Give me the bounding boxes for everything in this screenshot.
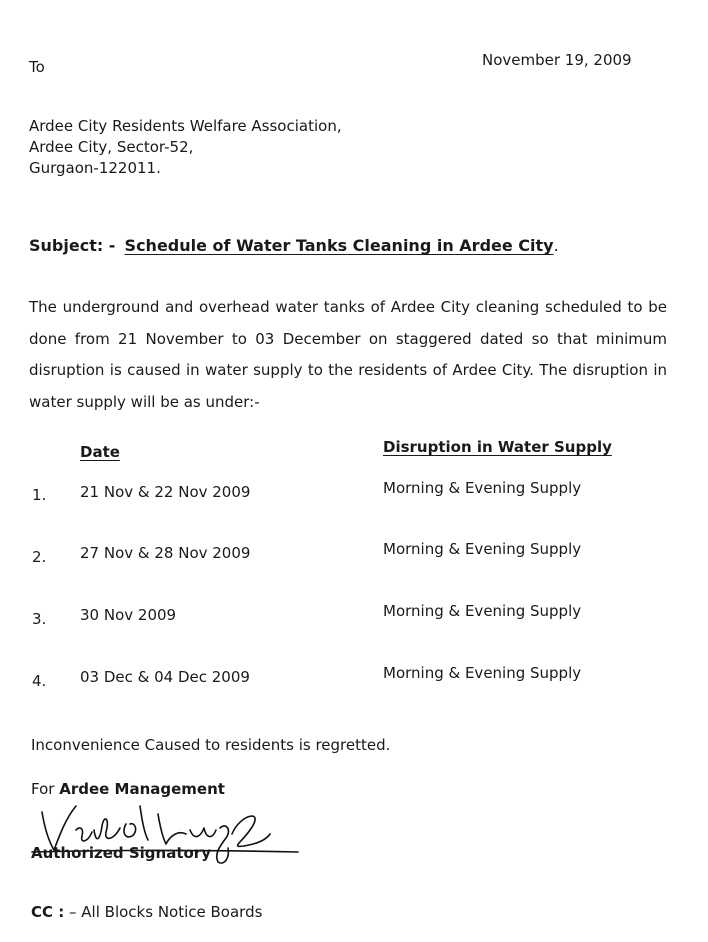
recipient-address [29, 116, 342, 179]
row-supply: Morning & Evening Supply [383, 540, 582, 558]
row-number: 2. [32, 548, 47, 566]
row-supply: Morning & Evening Supply [383, 602, 582, 620]
row-number: 3. [32, 610, 47, 628]
cc-line [31, 903, 262, 921]
cc-label: CC : [31, 903, 65, 921]
row-supply: Morning & Evening Supply [383, 479, 582, 497]
to-label: To [29, 58, 45, 76]
subject-line: Subject: - Schedule of Water Tanks Cleaning in Ardee City. [29, 236, 559, 255]
row-number: 1. [32, 486, 47, 504]
cc-text: – All Blocks Notice Boards [69, 903, 263, 921]
row-date: 03 Dec & 04 Dec 2009 [80, 668, 250, 686]
letter-date: November 19, 2009 [482, 51, 632, 69]
authorized-signatory: Authorized Signatory [31, 844, 211, 862]
closing-line: Inconvenience Caused to residents is regretted. [31, 736, 391, 754]
address-line: Ardee City, Sector-52, [29, 138, 194, 156]
address-line: Ardee City Residents Welfare Association, [29, 117, 342, 135]
row-date: 21 Nov & 22 Nov 2009 [80, 483, 251, 501]
subject-title: Schedule of Water Tanks Cleaning in Ardee City [124, 236, 554, 255]
for-line [31, 780, 225, 798]
table-header-disruption: Disruption in Water Supply [383, 438, 612, 456]
table-header-date: Date [80, 443, 120, 461]
row-number: 4. [32, 672, 47, 690]
row-date: 30 Nov 2009 [80, 606, 177, 624]
row-date: 27 Nov & 28 Nov 2009 [80, 544, 251, 562]
subject-label: Subject: - [29, 236, 116, 255]
body-paragraph: The underground and overhead water tanks of Ardee City cleaning scheduled to be done from 21 November to 03 December on staggered dated so that minimum disruption is caused in water supply to the residents of Ardee City. The disruption in water supply will be as under:- [29, 298, 667, 411]
row-supply: Morning & Evening Supply [383, 664, 582, 682]
for-organization: Ardee Management [59, 780, 225, 798]
address-line: Gurgaon-122011. [29, 159, 161, 177]
for-prefix: For [31, 780, 55, 798]
